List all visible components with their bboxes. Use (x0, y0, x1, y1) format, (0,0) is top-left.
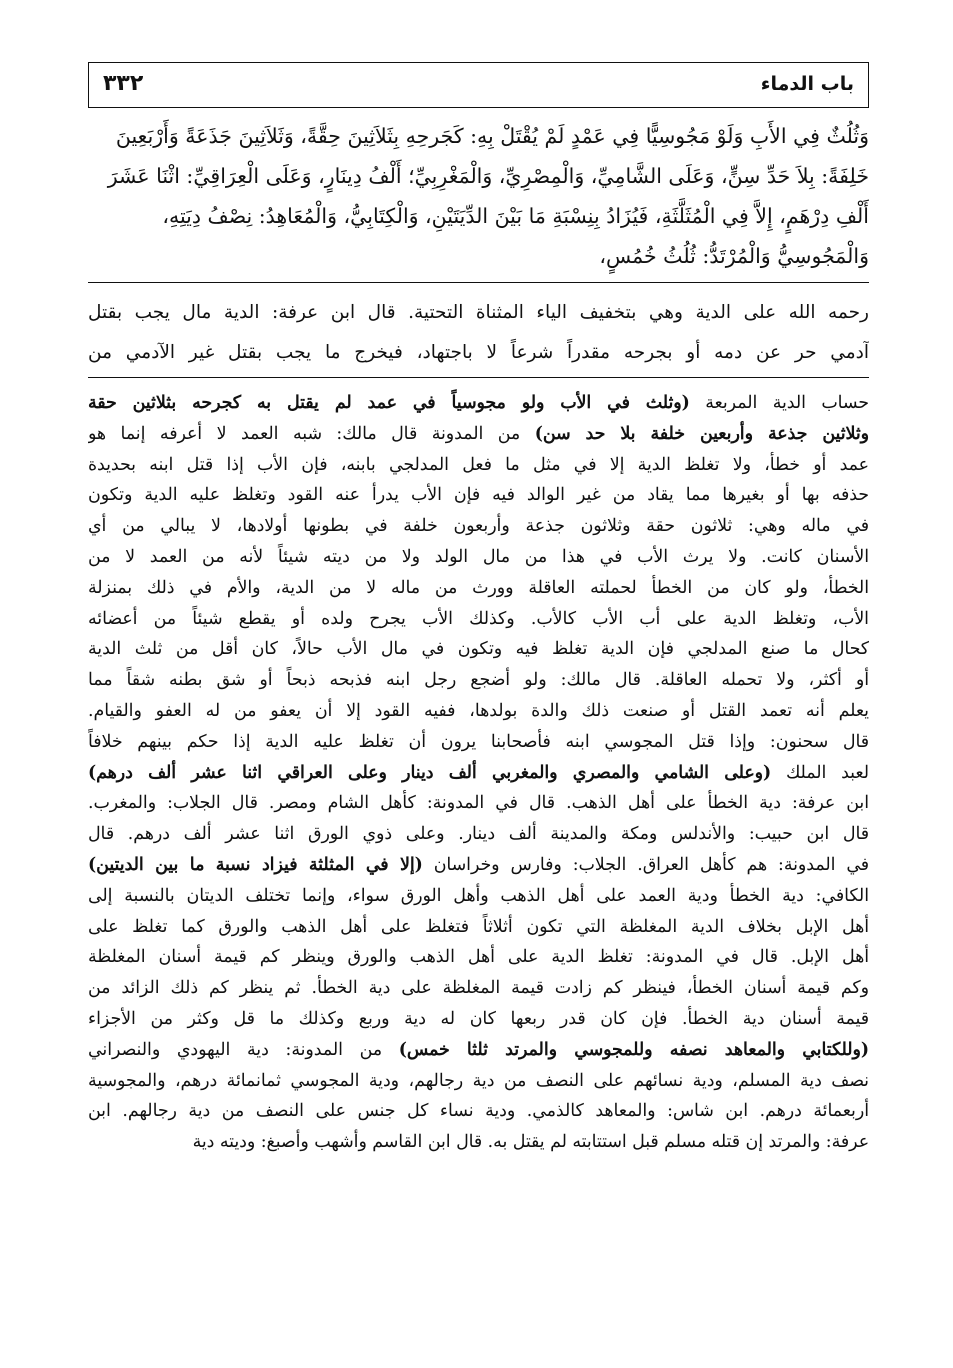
commentary-line: آدمي حر عن دمه أو بجرحه مقدراً شرعاً لا باجتهاد، فيخرج ما يجب بقتل غير الآدمي من (88, 342, 869, 363)
note-text: كحال ما صنع المدلجي فإن الدية تغلظ فيه وتكون في مال الأب حالاً، كان أقل من ثلث الدية (88, 639, 869, 660)
note-text: حذفه بها أو بغيرها مما يقاد من غير الوالد فيه فإن الأب يدرأ عنه القود وتغلظ عليه الدية وتكون (88, 485, 869, 506)
note-text: نصف دية المسلم، ودية نسائهم على النصف من دية رجالهم، ودية المجوسي ثمانمائة درهم، والمجوسية (88, 1070, 869, 1091)
commentary-text (88, 283, 869, 373)
notes-text (88, 378, 869, 1158)
main-text (88, 116, 869, 276)
note-text: قيمة أسنان دية الخطأ. فإن كان قدر ربعها كان له دية وربع وكذلك ما قل وكثر من الأجزاء (88, 1008, 869, 1029)
note-text: أهل الإبل. قال في المدونة: تغلظ الدية على أهل الذهب والورق وينظر كم قيمة أسنان المغلظة (88, 947, 869, 968)
notes-line (88, 788, 869, 819)
notes-line (88, 542, 869, 573)
notes-line (88, 419, 869, 450)
notes-line (88, 480, 869, 511)
quoted-matn: (إلا في المثلثة فيزاد نسبة ما بين الديتين) (88, 854, 423, 875)
notes-line (88, 604, 869, 635)
notes-line (88, 973, 869, 1004)
commentary-line: رحمه الله على الدية وهي بتخفيف الياء المثناة التحتية. قال ابن عرفة: الدية مال يجب بقتل (88, 302, 869, 323)
notes-line (88, 819, 869, 850)
note-text: الأسنان كانت. ولا يرث الأب في هذا من مال الولد ولا من ديته شيئاً لأنه من العمد لا من (88, 546, 869, 567)
note-text: يعلم أنه تعمد القتل أو صنعت ذلك والدة بولدها، ففيه القود إلا أن يعفو من له العفو والقيام. (88, 700, 869, 721)
quoted-matn: (وثلث في الأب ولو مجوسياً في عمد لم يقتل به كجرحه بثلاثين حقة (88, 393, 690, 413)
note-text: من المدونة قال مالك: شبه العمد لا أعرفه إنما هو (88, 423, 535, 444)
note-text: قال ابن حبيب: والأندلس ومكة والمدينة ألف دينار. وعلى ذوي الورق اثنا عشر ألف درهم. قال (88, 824, 869, 845)
document-page (88, 62, 869, 1158)
notes-line (88, 1096, 869, 1127)
notes-line (88, 573, 869, 604)
quoted-matn: (وللكتابي والمعاهد نصفه وللمجوسي والمرتد ثلثا خمس) (398, 1039, 869, 1060)
notes-line (88, 881, 869, 912)
note-text: في المدونة: هم كأهل العراق. الجلاب: وفارس وخراسان (422, 854, 869, 875)
notes-line (88, 1127, 869, 1158)
notes-line (88, 388, 869, 419)
quoted-matn: (وعلى الشامي والمصري والمغربي ألف دينار وعلى العراقي اثنا عشر ألف درهم) (88, 762, 772, 783)
notes-line (88, 1066, 869, 1097)
notes-line (88, 665, 869, 696)
note-text: وكم قيمة أسنان الخطأ، فينظر كم زادت قيمة المغلظة على دية الخطأ. ثم ينظر كم ذلك الزائد من (88, 978, 869, 999)
note-text: الأب، وتغلظ الدية على أب الأب كالأب. وكذلك الأب يجرح ولده أو يقطع شيئاً من أعضائه (88, 608, 869, 629)
matn-line: أَلْفِ دِرْهَمٍ، إِلاَّ فِي الْمُثَلَّثَةِ، فَيُزَادُ بِنِسْبَةِ مَا بَيْنَ الدِّيَتَيْنِ، وَالْكِتَابِيُّ، وَالْمُعَاهِدُ: نِصْفُ دِيَتِهِ، (162, 204, 869, 228)
notes-line (88, 634, 869, 665)
notes-line (88, 850, 869, 881)
notes-line (88, 511, 869, 542)
note-text: عرفة: والمرتد إن قتله مسلم قبل استتابته لم يقتل به. قال ابن القاسم وأشهب وأصبغ: وديته دية (192, 1132, 869, 1153)
notes-line (88, 450, 869, 481)
notes-line (88, 1035, 869, 1066)
matn-line: وَالْمَجُوسِيُّ وَالْمُرْتَدُّ: ثُلُثُ خُمُسٍ، (599, 244, 869, 268)
matn-line: وَثُلُثٌ فِي الأَبِ وَلَوْ مَجُوسِيًّا فِي عَمْدٍ لَمْ يُقْتَلْ بِهِ: كَجَرحِهِ بِثَلاَثِينَ حِقَّةً، وَثَلاَثِينَ جَذَعَةً وَأَرْبَعِينَ (115, 124, 869, 148)
note-text: أربعمائة درهم. ابن شاس: والمعاهد كالذمي. ودية نساء كل جنس على النصف من دية رجالهم. ابن (88, 1101, 869, 1122)
page-header (88, 62, 869, 108)
note-text: عمد أو خطأ، ولا تغلظ الدية إلا في مثل ما فعل المدلجي بابنه، فإن الأب إذا قتل ابنه بحديدة (88, 454, 869, 475)
notes-line (88, 942, 869, 973)
note-text: من المدونة: دية اليهودي والنصراني (88, 1039, 399, 1060)
notes-line (88, 912, 869, 943)
note-text: أهل الإبل بخلاف الدية المغلظة التي تكون أثلاثاً فتغلظ على أهل الذهب والورق كما تغلظ على (88, 916, 869, 937)
chapter-title: باب الدماء (760, 73, 854, 95)
note-text: الكافي: دية الخطأ ودية العمد على أهل الذهب وأهل الورق سواء، وإنما تختلف الديتان بالنسبة إلى (88, 885, 869, 906)
page-number: ٣٣٢ (103, 71, 144, 96)
note-text: أو أكثر، ولا تحمله العاقلة. قال مالك: ولو أضجع رجل ابنه فذبحه ذبحاً أو شق بطنه شقاً مما (88, 670, 869, 691)
note-text: لعبد الملك (771, 762, 869, 783)
note-text: حساب الدية المربعة (689, 393, 869, 413)
note-text: ابن عرفة: دية الخطأ على أهل الذهب. قال في المدونة: كأهل الشام ومصر. قال الجلاب: والمغرب. (88, 793, 869, 814)
notes-line (88, 696, 869, 727)
notes-line (88, 727, 869, 758)
note-text: الخطأ، ولو كان من الخطأ لحملته العاقلة وورث من ماله لا من الدية، والأم في ذلك بمنزلة (88, 577, 869, 598)
quoted-matn: وثلاثين جذعة وأربعين خلفة بلا حد سن) (534, 423, 869, 444)
note-text: قال سحنون: وإذا قتل المجوسي ابنه فأصحابنا يرون أن تغلظ عليه الدية إذا حكم بينهم خلافاً (88, 731, 869, 752)
notes-line (88, 1004, 869, 1035)
note-text: في ماله وهي: ثلاثون حقة وثلاثون جذعة وأربعون خلفة في بطونها أولادها، لا يبالي من أي (88, 516, 869, 537)
matn-line: خَلِفَةً: بِلاَ حَدِّ سِنٍّ، وَعَلَى الشَّامِيِّ، وَالْمِصْرِيِّ، وَالْمَغْرِبِيِّ؛ أَلْفُ دِينَارٍ، وَعَلَى الْعِرَاقِيِّ: اثْنَا عَشَرَ (107, 164, 869, 188)
notes-line (88, 758, 869, 789)
